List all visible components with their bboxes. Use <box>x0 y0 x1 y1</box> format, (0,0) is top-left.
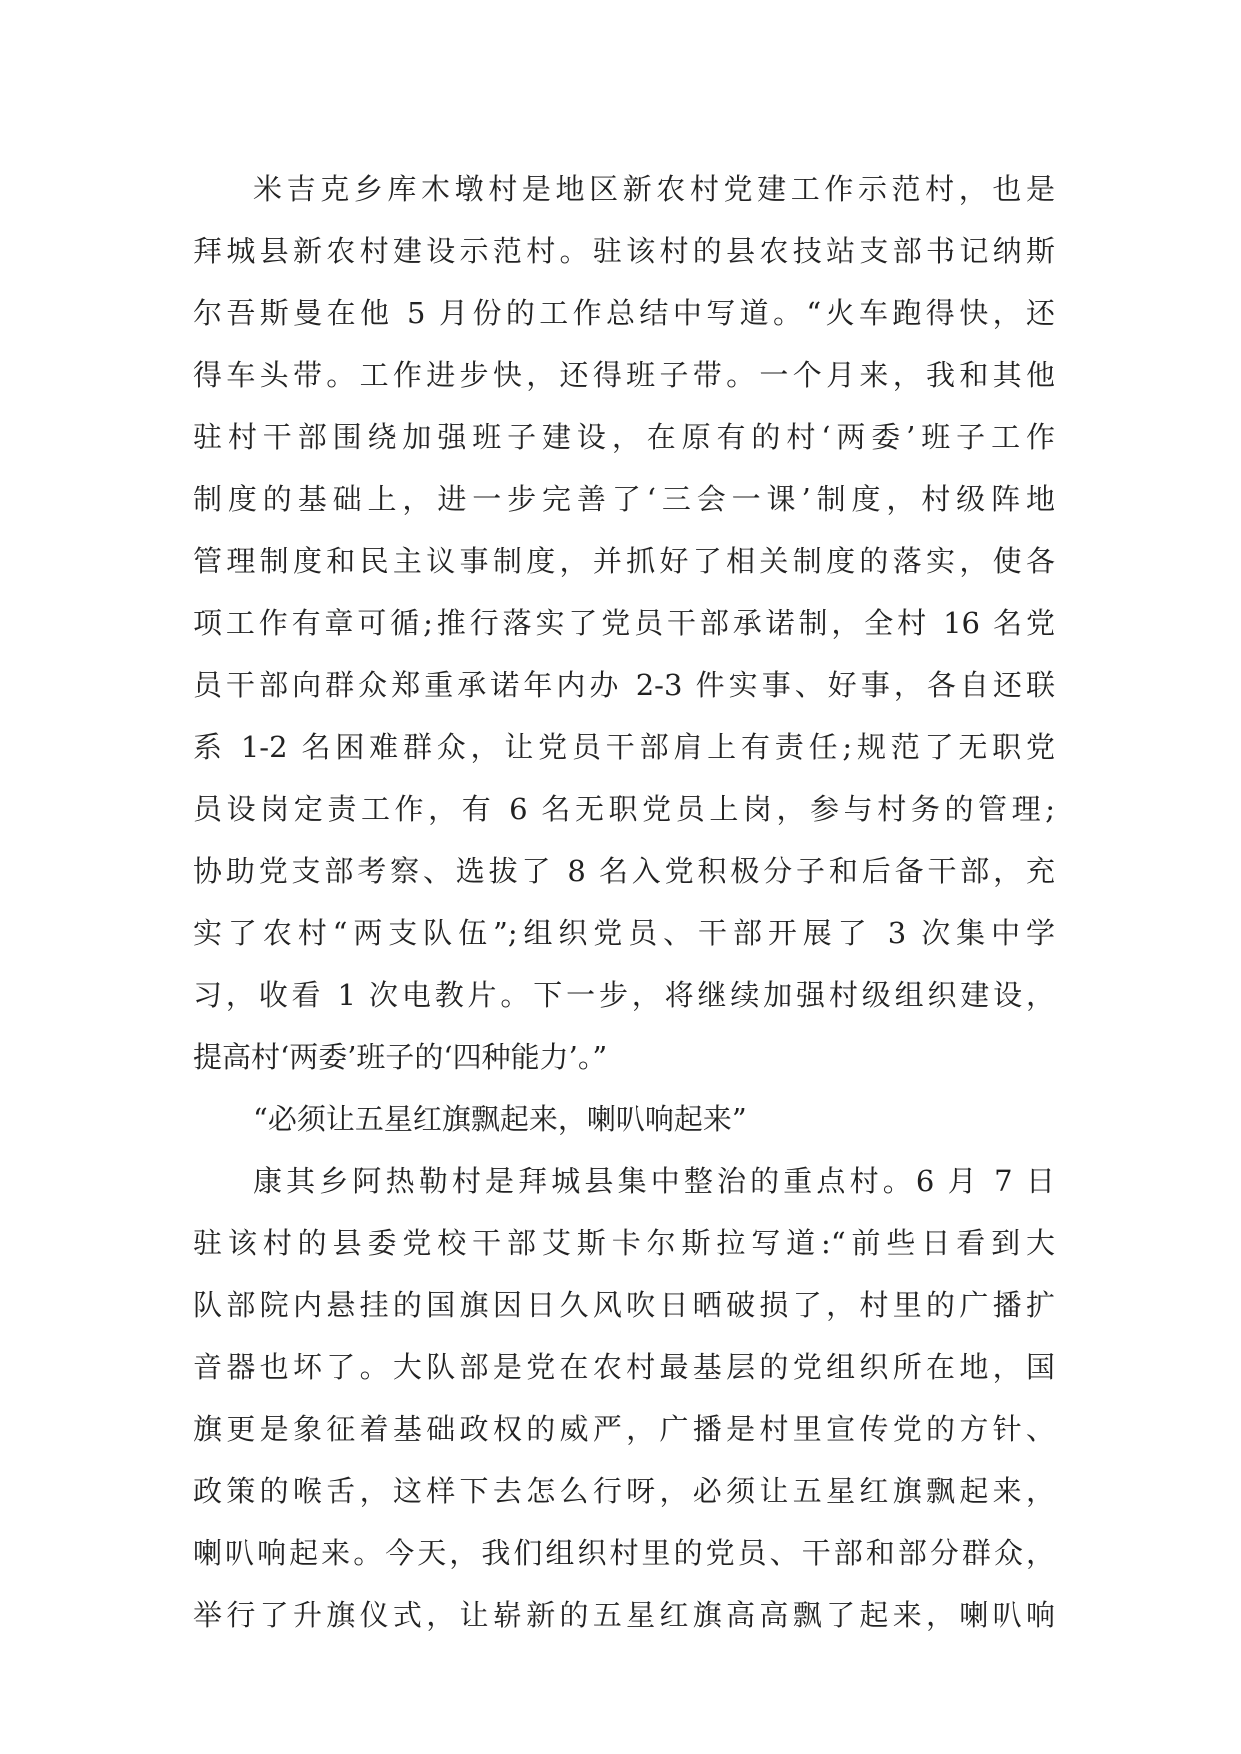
section-heading: “必须让五星红旗飘起来，喇叭响起来” <box>253 1102 747 1136</box>
paragraph-line: 旗更是象征着基础政权的威严，广播是村里宣传党的方针、 <box>193 1412 1055 1446</box>
paragraph-line: 政策的喉舌，这样下去怎么行呀，必须让五星红旗飘起来， <box>193 1474 1055 1508</box>
paragraph-line: 管理制度和民主议事制度，并抓好了相关制度的落实，使各 <box>193 544 1055 578</box>
paragraph-line: 尔吾斯曼在他 5 月份的工作总结中写道。“火车跑得快，还 <box>193 296 1055 330</box>
paragraph-line: 举行了升旗仪式，让崭新的五星红旗高高飘了起来，喇叭响 <box>193 1598 1055 1632</box>
paragraph-line: 提高村‘两委’班子的‘四种能力’。” <box>193 1040 608 1074</box>
paragraph-line: 康其乡阿热勒村是拜城县集中整治的重点村。6 月 7 日 <box>253 1164 1055 1198</box>
paragraph-line: 拜城县新农村建设示范村。驻该村的县农技站支部书记纳斯 <box>193 234 1055 268</box>
paragraph-line: 系 1-2 名困难群众，让党员干部肩上有责任;规范了无职党 <box>193 730 1055 764</box>
paragraph-line: 队部院内悬挂的国旗因日久风吹日晒破损了，村里的广播扩 <box>193 1288 1055 1322</box>
paragraph-line: 得车头带。工作进步快，还得班子带。一个月来，我和其他 <box>193 358 1055 392</box>
paragraph-line: 驻该村的县委党校干部艾斯卡尔斯拉写道:“前些日看到大 <box>193 1226 1055 1260</box>
document-body <box>193 158 1055 1646</box>
paragraph-line: 员干部向群众郑重承诺年内办 2-3 件实事、好事，各自还联 <box>193 668 1055 702</box>
paragraph-line: 项工作有章可循;推行落实了党员干部承诺制，全村 16 名党 <box>193 606 1055 640</box>
paragraph-line: 员设岗定责工作，有 6 名无职党员上岗，参与村务的管理; <box>193 792 1055 826</box>
paragraph-line: 制度的基础上，进一步完善了‘三会一课’制度，村级阵地 <box>193 482 1055 516</box>
paragraph-line: 喇叭响起来。今天，我们组织村里的党员、干部和部分群众， <box>193 1536 1055 1570</box>
paragraph-line: 习，收看 1 次电教片。下一步，将继续加强村级组织建设， <box>193 978 1055 1012</box>
paragraph-line: 音器也坏了。大队部是党在农村最基层的党组织所在地，国 <box>193 1350 1055 1384</box>
paragraph-line: 驻村干部围绕加强班子建设，在原有的村‘两委’班子工作 <box>193 420 1055 454</box>
paragraph-line: 实了农村“两支队伍”;组织党员、干部开展了 3 次集中学 <box>193 916 1055 950</box>
paragraph-line: 协助党支部考察、选拔了 8 名入党积极分子和后备干部，充 <box>193 854 1055 888</box>
paragraph-line: 米吉克乡库木墩村是地区新农村党建工作示范村，也是 <box>253 172 1055 206</box>
